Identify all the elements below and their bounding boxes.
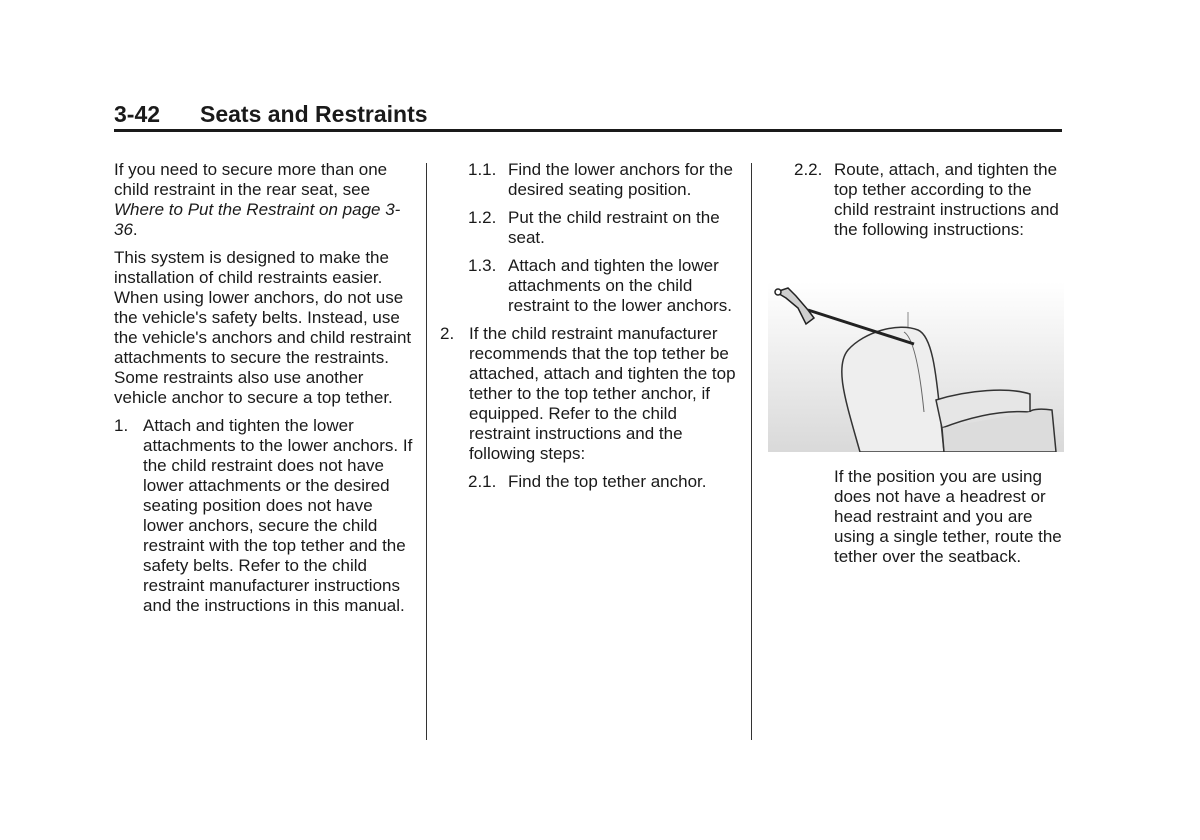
step-text: Find the top tether anchor. — [508, 472, 707, 491]
step-2-2 — [794, 160, 1064, 240]
step-text: Find the lower anchors for the desired seating position. — [508, 160, 733, 199]
column-2 — [440, 160, 740, 500]
step-text: Attach and tighten the lower attachments on the child restraint to the lower anchors. — [508, 256, 732, 315]
column-3 — [794, 160, 1064, 248]
column-divider-2 — [751, 163, 752, 740]
cross-reference: Where to Put the Restraint on page 3-36 — [114, 200, 401, 239]
column-divider-1 — [426, 163, 427, 740]
step-number: 2.2. — [794, 160, 823, 179]
paragraph-system-description: This system is designed to make the installation of child restraints easier. When using lower anchors, do not use the vehicle's safety belts. Instead, use the vehicle's anchors and child restraint attachments to secure the restraints. Some restraints also use another vehicle anchor to secure a top tether. — [114, 248, 412, 407]
header-rule — [114, 129, 1062, 132]
paragraph-no-headrest: If the position you are using does not have a headrest or head restraint and you are using a single tether, route the tether over the seatback. — [834, 467, 1062, 566]
step-text: Put the child restraint on the seat. — [508, 208, 720, 247]
column-1 — [114, 160, 414, 624]
step-1 — [114, 416, 414, 616]
step-2 — [440, 324, 740, 464]
step-text: If the child restraint manufacturer recommends that the top tether be attached, attach and tighten the top tether to the top tether anchor, if equipped. Refer to the child restraint instructions and the following steps: — [469, 324, 736, 463]
step-number: 1. — [114, 416, 129, 435]
step-1-2 — [440, 208, 740, 248]
section-title: Seats and Restraints — [200, 101, 428, 127]
step-number: 2. — [440, 324, 455, 343]
step-1-3 — [440, 256, 740, 316]
paragraph-multiple-restraints: If you need to secure more than one child restraint in the rear seat, see Where to Put the Restraint on page 3-36. — [114, 160, 401, 239]
page-header — [114, 101, 1062, 131]
seatback-shape — [842, 327, 944, 452]
step-2-1 — [440, 472, 740, 492]
hook-loop — [775, 289, 781, 295]
step-number: 1.3. — [468, 256, 497, 275]
step-1-1 — [440, 160, 740, 200]
step-number: 2.1. — [468, 472, 497, 491]
top-tether-seatback-illustration — [768, 282, 1064, 452]
step-number: 1.2. — [468, 208, 497, 227]
step-text: Attach and tighten the lower attachments to the lower anchors. If the child restraint does not have lower attachments or the desired seating position does not have lower anchors, secure the child restraint with the top tether and the safety belts. Refer to the child restraint manufacturer instructions and the instructions in this manual. — [143, 416, 413, 615]
step-text: Route, attach, and tighten the top tether according to the child restraint instructions and the following instructions: — [834, 160, 1059, 239]
page-number: 3-42 — [114, 101, 161, 127]
step-number: 1.1. — [468, 160, 497, 179]
